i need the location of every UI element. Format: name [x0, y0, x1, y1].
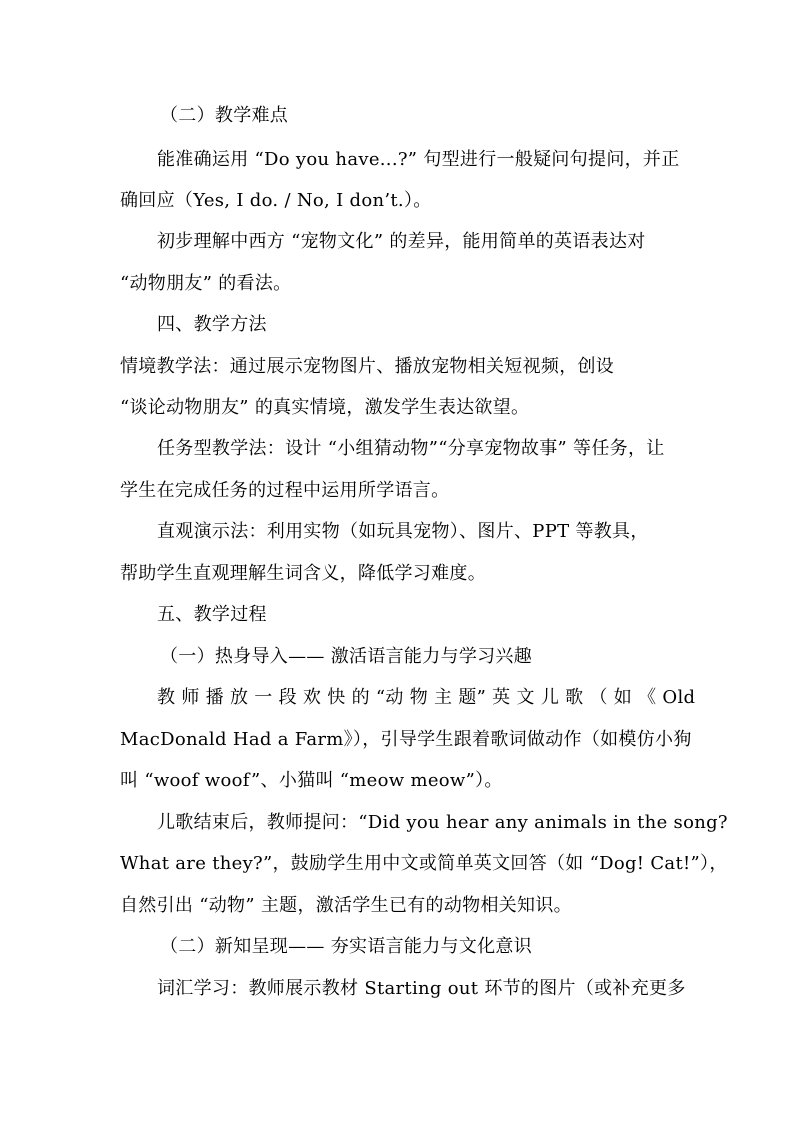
paragraph-line: 学生在完成任务的过程中运用所学语言。 — [120, 480, 450, 501]
paragraph-line: What are they?”，鼓励学生用中文或简单英文回答（如 “Dog! Cat!”）， — [120, 853, 728, 874]
subsection-heading-warm-up: （一）热身导入—— 激活语言能力与学习兴趣 — [160, 646, 533, 667]
paragraph-line: 能准确运用 “Do you have...?” 句型进行一般疑问句提问，并正 — [157, 149, 680, 170]
paragraph-line: “谈论动物朋友” 的真实情境，激发学生表达欲望。 — [120, 397, 530, 418]
paragraph-line: “动物朋友” 的看法。 — [120, 273, 292, 294]
section-heading-teaching-methods: 四、教学方法 — [157, 314, 267, 335]
subsection-heading-new-knowledge: （二）新知呈现—— 夯实语言能力与文化意识 — [160, 936, 533, 957]
paragraph-line: 自然引出 “动物” 主题，激活学生已有的动物相关知识。 — [120, 895, 572, 916]
paragraph-line: 教 师 播 放 一 段 欢 快 的 “动 物 主 题” 英 文 儿 歌 （ 如 《 Old — [157, 687, 696, 708]
paragraph-line: 初步理解中西方 “宠物文化” 的差异，能用简单的英语表达对 — [157, 231, 646, 252]
paragraph-line: 叫 “woof woof”、小猫叫 “meow meow”）。 — [120, 770, 503, 791]
paragraph-line: 直观演示法：利用实物（如玩具宠物）、图片、PPT 等教具， — [157, 521, 649, 542]
paragraph-line: 儿歌结束后，教师提问：“Did you hear any animals in the song? — [157, 812, 728, 833]
paragraph-line: 任务型教学法：设计 “小组猜动物”“分享宠物故事” 等任务，让 — [157, 438, 665, 459]
paragraph-line: 帮助学生直观理解生词含义，降低学习难度。 — [120, 563, 486, 584]
paragraph-line: 确回应（Yes, I do. / No, I don’t.）。 — [120, 190, 432, 211]
section-heading-teaching-difficulties: （二）教学难点 — [160, 105, 289, 126]
section-heading-teaching-process: 五、教学过程 — [157, 604, 267, 625]
paragraph-line: MacDonald Had a Farm》），引导学生跟着歌词做动作（如模仿小狗 — [120, 729, 692, 750]
paragraph-line: 词汇学习：教师展示教材 Starting out 环节的图片（或补充更多 — [157, 978, 686, 999]
paragraph-line: 情境教学法：通过展示宠物图片、播放宠物相关短视频，创设 — [120, 356, 615, 377]
